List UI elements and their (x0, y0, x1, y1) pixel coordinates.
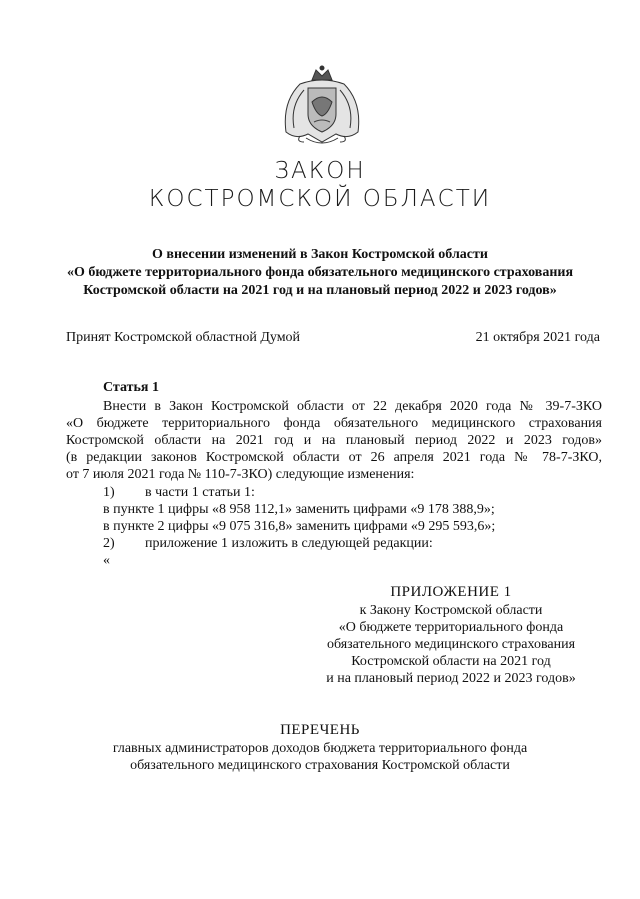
list-heading: ПЕРЕЧЕНЬ (280, 722, 360, 738)
list-subheading-line: главных администраторов доходов бюджета территориального фонда (112, 741, 528, 756)
appendix-line: «О бюджете территориального фонда (338, 620, 564, 635)
item-text: в части 1 статьи 1: (145, 485, 255, 500)
law-title-line: О внесении изменений в Закон Костромской области (152, 247, 488, 262)
appendix-line: обязательного медицинского страхования (326, 637, 576, 652)
list-subheading-line: обязательного медицинского страхования Костромской области (130, 758, 510, 773)
paragraph-line: от 7 июля 2021 года № 110-7-ЗКО) следующие изменения: (66, 467, 415, 482)
appendix-line: к Закону Костромской области (359, 603, 543, 618)
list-subheading (60, 740, 580, 774)
paragraph-line: Костромской области на 2021 год и на плановый период 2022 и 2023 годов» (66, 433, 602, 448)
coat-of-arms-emblem-icon (276, 62, 368, 148)
adopted-by: Принят Костромской областной Думой (66, 330, 301, 345)
article-intro-paragraph (66, 398, 602, 483)
item-number: 1) (103, 485, 115, 500)
sub-item: в пункте 1 цифры «8 958 112,1» заменить цифрами «9 178 388,9»; (103, 502, 495, 517)
appendix-heading: ПРИЛОЖЕНИЕ 1 (390, 584, 512, 600)
paragraph-line: «О бюджете территориального фонда обязательного медицинского страхования (66, 416, 602, 431)
law-title-line: «О бюджете территориального фонда обязательного медицинского страхования (66, 265, 574, 280)
appendix-block (300, 584, 602, 687)
law-title-line: Костромской области на 2021 год и на плановый период 2022 и 2023 годов» (83, 283, 557, 298)
document-type-heading: ЗАКОН (274, 158, 366, 184)
article-title: Статья 1 (103, 380, 159, 395)
item-number: 2) (103, 536, 115, 551)
sub-item: в пункте 2 цифры «9 075 316,8» заменить цифрами «9 295 593,6»; (103, 519, 496, 534)
item-text: приложение 1 изложить в следующей редакции: (145, 536, 433, 551)
paragraph-line: (в редакции законов Костромской области от 26 апреля 2021 года № 78-7-ЗКО, (66, 450, 602, 465)
opening-quote: « (103, 553, 110, 568)
paragraph-line: Внести в Закон Костромской области от 22 декабря 2020 года № 39-7-ЗКО (103, 399, 602, 414)
appendix-line: и на плановый период 2022 и 2023 годов» (326, 671, 576, 686)
law-title (40, 246, 600, 300)
region-heading: КОСТРОМСКОЙ ОБЛАСТИ (148, 186, 492, 212)
adoption-date: 21 октября 2021 года (475, 330, 600, 345)
appendix-line: Костромской области на 2021 год (351, 654, 551, 669)
